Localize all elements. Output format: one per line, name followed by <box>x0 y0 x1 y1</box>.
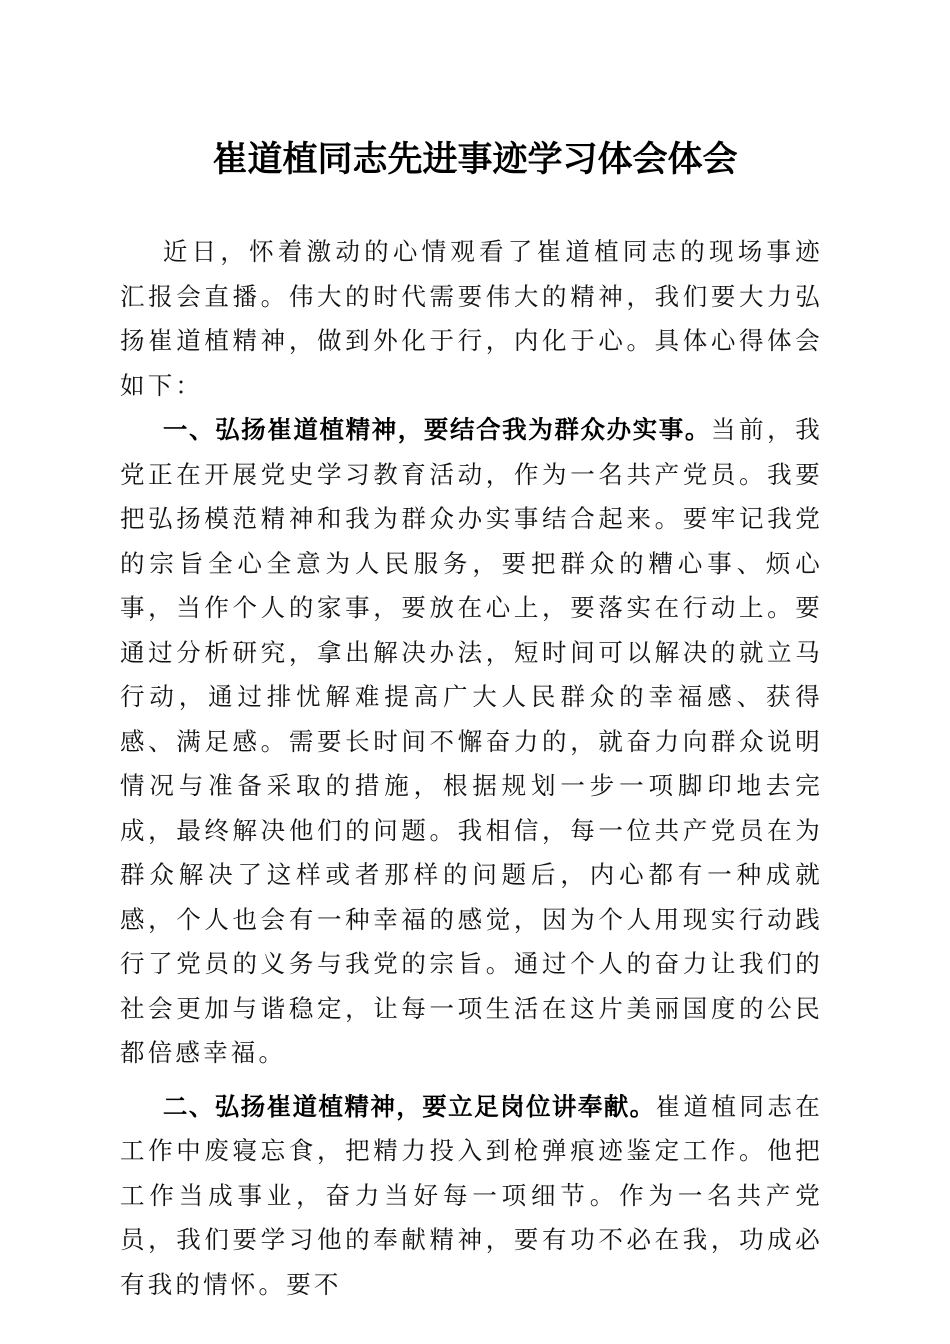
paragraph-section-2 <box>120 1085 823 1308</box>
section-2-heading: 二、弘扬崔道植精神，要立足岗位讲奉献。 <box>162 1091 656 1121</box>
paragraph-section-1 <box>120 408 823 1076</box>
paragraph-intro <box>120 230 823 408</box>
section-2-text: 崔道植同志在工作中废寝忘食，把精力投入到枪弹痕迹鉴定工作。他把工作当成事业，奋力当好每一项细节。作为一名共产党员，我们要学习他的奉献精神，要有功不必在我，功成必有我的情怀。要不 <box>120 1091 823 1299</box>
section-1-text: 当前，我党正在开展党史学习教育活动，作为一名共产党员。我要把弘扬模范精神和我为群众办实事结合起来。要牢记我党的宗旨全心全意为人民服务，要把群众的糟心事、烦心事，当作个人的家事，要放在心上，要落实在行动上。要通过分析研究，拿出解决办法，短时间可以解决的就立马行动，通过排忧解难提高广大人民群众的幸福感、获得感、满足感。需要长时间不懈奋力的，就奋力向群众说明情况与准备采取的措施，根据规划一步一项脚印地去完成，最终解决他们的问题。我相信，每一位共产党员在为群众解决了这样或者那样的问题后，内心都有一种成就感，个人也会有一种幸福的感觉，因为个人用现实行动践行了党员的义务与我党的宗旨。通过个人的奋力让我们的社会更加与谐稳定，让每一项生活在这片美丽国度的公民都倍感幸福。 <box>120 415 823 1067</box>
paragraph-intro-text: 近日，怀着激动的心情观看了崔道植同志的现场事迹汇报会直播。伟大的时代需要伟大的精神，我们要大力弘扬崔道植精神，做到外化于行，内化于心。具体心得体会如下： <box>120 237 823 400</box>
section-1-heading: 一、弘扬崔道植精神，要结合我为群众办实事。 <box>162 415 711 444</box>
document-body <box>120 230 823 1307</box>
document-title: 崔道植同志先进事迹学习体会体会 <box>212 139 738 180</box>
